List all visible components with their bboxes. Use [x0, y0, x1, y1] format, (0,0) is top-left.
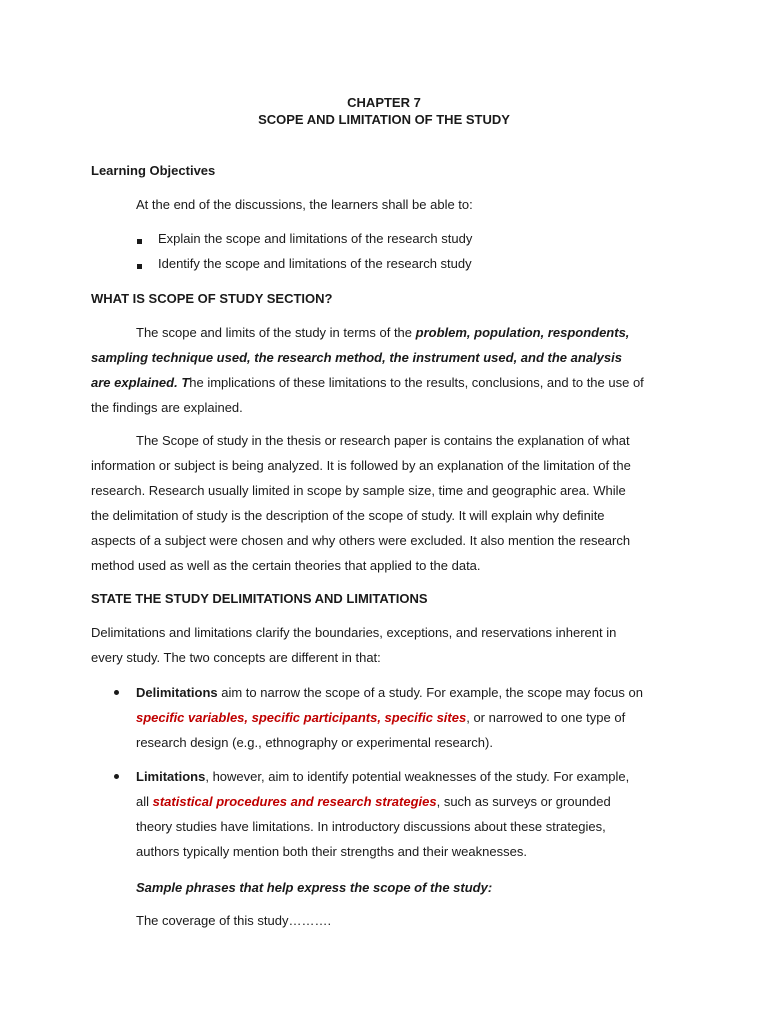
text-run: The scope and limits of the study in terms of the: [136, 325, 416, 340]
scope-heading: WHAT IS SCOPE OF STUDY SECTION?: [91, 291, 333, 306]
dot-bullet-icon: [114, 690, 119, 695]
paragraph-line: research. Research usually limited in scope by sample size, time and geographic area. While: [91, 483, 626, 498]
term-text: Delimitations: [136, 685, 218, 700]
dot-bullet-icon: [114, 774, 119, 779]
delimitations-item: [136, 680, 643, 755]
scope-paragraph-1: [91, 320, 644, 420]
sample-heading: Sample phrases that help express the scope of the study:: [136, 880, 493, 895]
emphasis-text: sampling technique used, the research method, the instrument used, and the analysis: [91, 350, 622, 365]
paragraph-line: Delimitations and limitations clarify the boundaries, exceptions, and reservations inherent in: [91, 625, 617, 640]
sample-text: The coverage of this study……….: [136, 913, 332, 928]
text-run: , or narrowed to one type of: [466, 710, 626, 725]
square-bullet-icon: [137, 264, 142, 269]
text-run: all: [136, 794, 153, 809]
objective-text: Explain the scope and limitations of the research study: [158, 231, 473, 246]
scope-paragraph-2: [91, 428, 631, 578]
limitations-item: [136, 764, 629, 864]
text-run: the findings are explained.: [91, 400, 243, 415]
objectives-heading: Learning Objectives: [91, 163, 216, 178]
emphasis-text: problem, population, respondents,: [415, 325, 630, 340]
chapter-title: SCOPE AND LIMITATION OF THE STUDY: [258, 112, 510, 127]
delimitations-intro: [91, 620, 616, 670]
text-run: , however, aim to identify potential weaknesses of the study. For example,: [205, 769, 630, 784]
text-run: theory studies have limitations. In introductory discussions about these strategies,: [136, 819, 606, 834]
paragraph-line: the delimitation of study is the description of the scope of study. It will explain why definite: [91, 508, 605, 523]
text-run: authors typically mention both their strengths and their weaknesses.: [136, 844, 527, 859]
text-run: he implications of these limitations to the results, conclusions, and to the use of: [189, 375, 644, 390]
term-text: Limitations: [136, 769, 206, 784]
paragraph-line: aspects of a subject were chosen and why others were excluded. It also mention the research: [91, 533, 631, 548]
chapter-number: CHAPTER 7: [347, 95, 421, 110]
text-run: research design (e.g., ethnography or experimental research).: [136, 735, 493, 750]
delimitations-heading: STATE THE STUDY DELIMITATIONS AND LIMITATIONS: [91, 591, 428, 606]
emphasis-text: are explained. T: [91, 375, 190, 390]
highlight-text: specific variables, specific participants, specific sites: [136, 710, 467, 725]
text-run: aim to narrow the scope of a study. For example, the scope may focus on: [217, 685, 643, 700]
paragraph-line: method used as well as the certain theories that applied to the data.: [91, 558, 481, 573]
objectives-intro: At the end of the discussions, the learners shall be able to:: [136, 197, 473, 212]
square-bullet-icon: [137, 239, 142, 244]
paragraph-line: The Scope of study in the thesis or research paper is contains the explanation of what: [136, 433, 630, 448]
highlight-text: statistical procedures and research strategies: [152, 794, 437, 809]
text-run: , such as surveys or grounded: [436, 794, 611, 809]
paragraph-line: every study. The two concepts are different in that:: [91, 650, 381, 665]
objective-text: Identify the scope and limitations of the research study: [158, 256, 472, 271]
paragraph-line: information or subject is being analyzed. It is followed by an explanation of the limitation of the: [91, 458, 631, 473]
